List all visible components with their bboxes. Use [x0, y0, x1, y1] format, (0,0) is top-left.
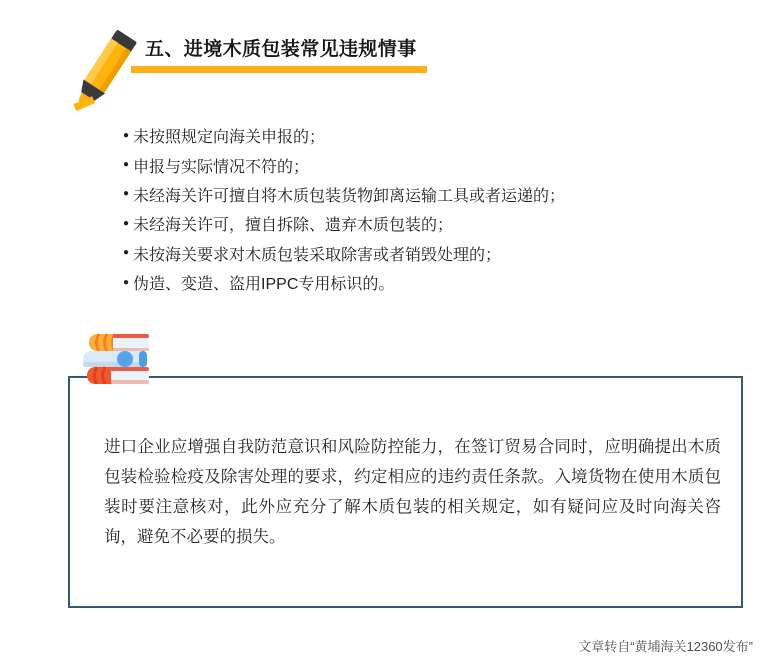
highlighter-icon	[68, 26, 140, 120]
list-item	[123, 180, 565, 209]
violation-text: 伪造、变造、盗用IPPC专用标识的。	[133, 276, 395, 294]
list-item	[123, 209, 565, 238]
list-item	[123, 268, 565, 297]
list-item	[123, 239, 565, 268]
violation-text: 未经海关许可，擅自拆除、遗弃木质包装的；	[133, 217, 454, 235]
bullet-icon: ●	[123, 159, 130, 171]
violation-text: 未经海关许可擅自将木质包装货物卸离运输工具或者运递的；	[133, 187, 566, 205]
bullet-icon: ●	[123, 247, 130, 259]
bullet-icon: ●	[123, 276, 130, 288]
bullet-icon: ●	[123, 217, 130, 229]
section-title: 五、进境木质包装常见违规情事	[145, 39, 417, 60]
violation-text: 未按海关要求对木质包装采取除害或者销毁处理的；	[133, 246, 502, 264]
advice-paragraph: 进口企业应增强自我防范意识和风险防控能力，在签订贸易合同时，应明确提出木质包装检验检疫及除害处理的要求，约定相应的违约责任条款。入境货物在使用木质包装时要注意核对，此外应充分了解木质包装的相关规定，如有疑问应及时向海关咨询，避免不必要的损失。	[104, 438, 721, 546]
advice-box	[68, 376, 743, 608]
title-underline-bar	[131, 66, 427, 73]
bullet-icon: ●	[123, 129, 130, 141]
bullet-icon: ●	[123, 188, 130, 200]
books-icon	[83, 332, 151, 384]
list-item	[123, 121, 565, 150]
violation-text: 未按照规定向海关申报的；	[133, 129, 326, 147]
violation-text: 申报与实际情况不符的；	[133, 158, 310, 176]
source-credit: 文章转自“黄埔海关12360发布”	[578, 639, 753, 654]
list-item	[123, 150, 565, 179]
violations-list	[123, 121, 565, 297]
